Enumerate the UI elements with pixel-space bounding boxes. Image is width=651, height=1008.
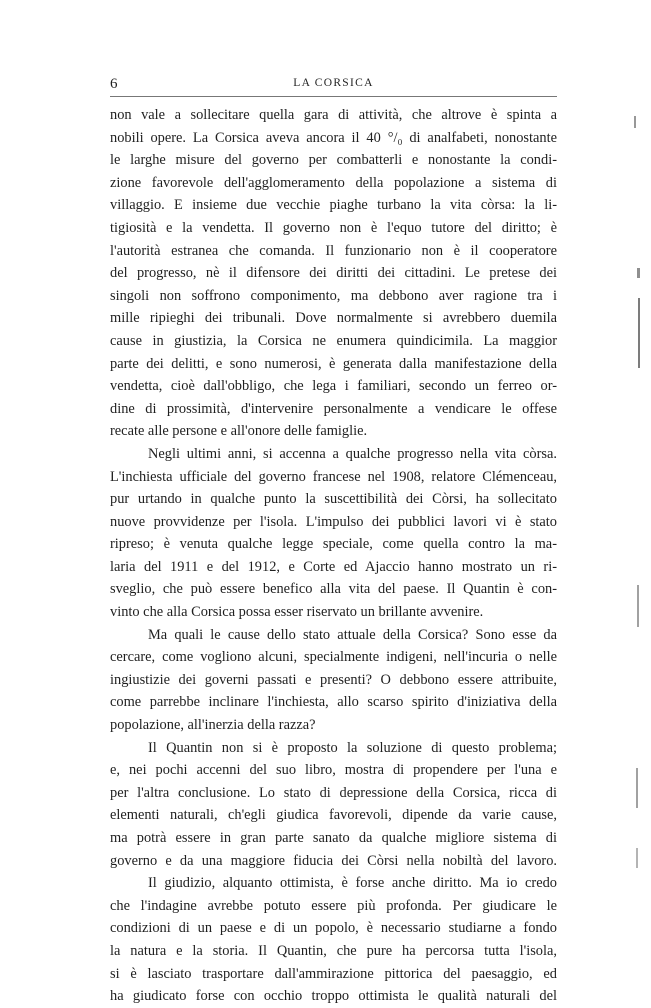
text-line: pur urtando in qualche punto la suscettibilità dei Còrsi, ha sollecitato [110,491,557,508]
text-line: l'autorità estranea che comanda. Il funzionario non è il cooperatore [110,242,557,259]
text-line: e, nei pochi accenni del suo libro, mostra di propendere per l'una e [110,762,557,779]
scan-mark [634,116,636,128]
text-line: ma potrà essere in gran parte sanato da qualche migliore sistema di [110,830,557,846]
paragraph-start-line: Il giudizio, alquanto ottimista, è forse anche diritto. Ma io credo [148,875,557,892]
text-line: del progresso, nè il difensore dei diritti dei cittadini. Le pretese dei [110,265,557,282]
header-rule [110,96,557,97]
text-line: laria del 1911 e del 1912, e Corte ed Ajaccio hanno mostrato un ri- [110,558,557,575]
text-line: tigiosità e la vendetta. Il governo non è l'equo tutore del diritto; è [110,219,557,236]
text-line: nobili opere. La Corsica aveva ancora il 40 °/₀ di analfabeti, nonostante [110,129,557,146]
page-number: 6 [110,76,118,92]
running-header [110,76,557,96]
text-line: la natura e la storia. Il Quantin, che pure ha percorsa tutta l'isola, [110,942,557,959]
text-line: che l'indagine avrebbe potuto essere più profonda. Per giudicare le [110,897,557,914]
scan-mark [636,768,638,808]
text-line: recate alle persone e all'onore delle famiglie. [110,423,368,440]
text-line: non vale a sollecitare quella gara di attività, che altrove è spinta a [110,107,557,123]
text-line: condizioni di un paese e di un popolo, è necessario studiarne a fondo [110,920,557,937]
text-line: parte dei delitti, e sono numerosi, è generata dalla manifestazione della [110,355,557,372]
running-title: LA CORSICA [293,77,374,89]
text-line: L'inchiesta ufficiale del governo francese nel 1908, relatore Clémenceau, [110,468,557,485]
paragraph-start-line: Il Quantin non si è proposto la soluzione di questo problema; [148,739,557,756]
text-line: singoli non soffrono componimento, ma debbono aver ragione tra i [110,287,557,304]
text-line: villaggio. E insieme due vecchie piaghe turbano la vita còrsa: la li- [110,197,557,214]
text-line: dine di prossimità, d'intervenire personalmente a vendicare le offese [110,400,557,417]
scan-mark [637,585,639,627]
text-line: popolazione, all'inerzia della razza? [110,717,316,734]
text-line: sveglio, che può essere benefico alla vita del paese. Il Quantin è con- [110,581,557,598]
text-line: governo e da una maggiore fiducia dei Còrsi nella nobiltà del lavoro. [110,852,557,869]
text-line: come parrebbe inclinare l'inchiesta, allo scarso spirito d'iniziativa della [110,694,557,711]
paragraph-start-line: Ma quali le cause dello stato attuale della Corsica? Sono esse da [148,626,557,643]
paragraph-start-line: Negli ultimi anni, si accenna a qualche progresso nella vita còrsa. [148,445,557,462]
text-line: ripreso; è venuta qualche legge speciale, come quella contro la ma- [110,536,557,553]
text-line: per l'altra conclusione. Lo stato di depressione della Corsica, ricca di [110,784,557,801]
text-line: ha giudicato forse con occhio troppo ottimista le qualità naturali del [110,988,557,1005]
text-line: elementi naturali, ch'egli giudica favorevoli, dipende da varie cause, [110,807,557,824]
text-line: ingiustizie dei governi passati e presenti? O debbono essere attribuite, [110,671,557,688]
text-line: si è lasciato trasportare dall'ammirazione pittorica del paesaggio, ed [110,965,557,982]
scan-mark [638,298,640,368]
text-line: nuove provvidenze per l'isola. L'impulso dei pubblici lavori vi è stato [110,513,557,530]
text-line: le larghe misure del governo per combatterli e nonostante la condi- [110,152,557,169]
scan-mark [637,268,640,278]
body-text [110,104,557,1008]
text-line: mille ripieghi dei tribunali. Dove normalmente si avrebbero duemila [110,310,557,327]
text-line: cercare, come vogliono alcuni, specialmente indigeni, nell'incuria o nelle [110,649,557,666]
text-line: vendetta, cioè dall'obbligo, che lega i familiari, secondo un ferreo or- [110,378,557,395]
text-line: vinto che alla Corsica possa esser riservato un brillante avvenire. [110,604,484,621]
text-line: zione favorevole dell'agglomeramento della popolazione a sistema di [110,174,557,191]
scan-mark [636,848,638,868]
text-line: cause in giustizia, la Corsica ne enumera quindicimila. La maggior [110,332,557,349]
